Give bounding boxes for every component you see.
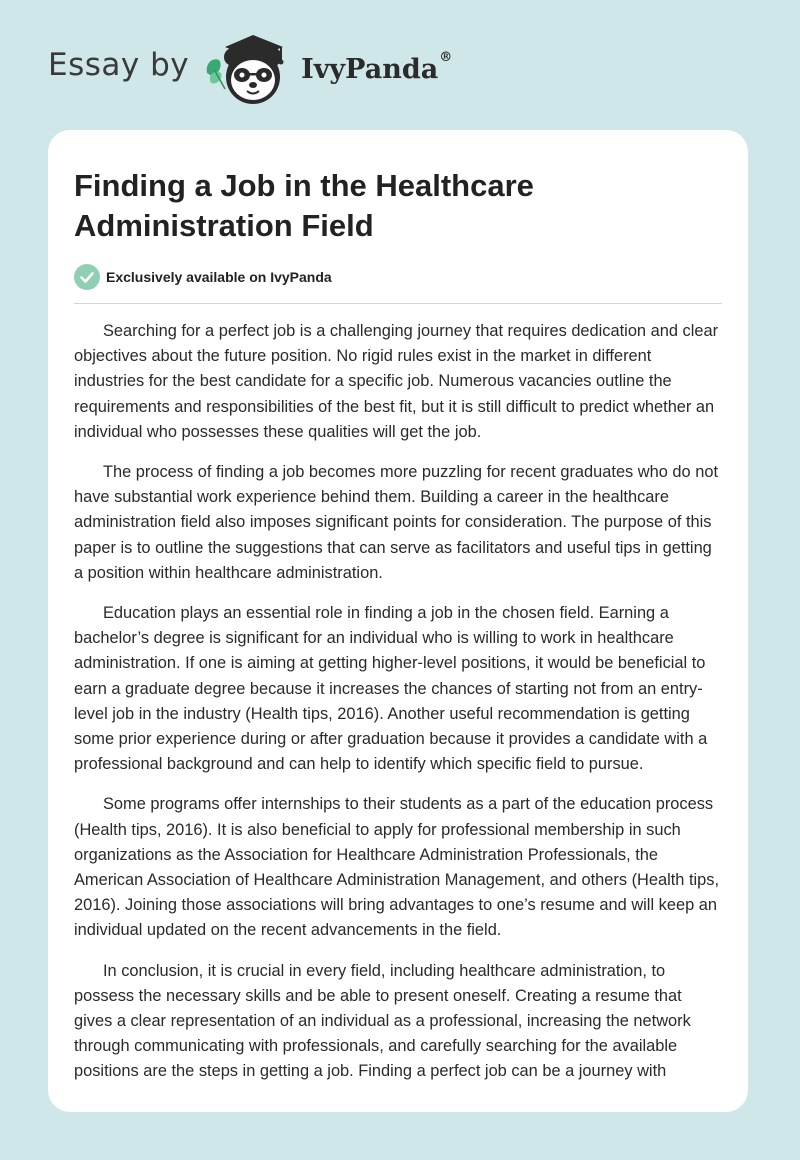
paragraph: Education plays an essential role in finding a job in the chosen field. Earning a bachelor’s degree is significant for an individual who is willing to work in healthcare administration. If one is aiming at getting higher-level positions, it would be beneficial to earn a graduate degree because it increases the chances of starting not from an entry-level job in the industry (Health tips, 2016). Another useful recommendation is getting some prior experience during or after graduation because it provides a candidate with a professional background and can help to identify which specific field to pursue. [74, 604, 708, 774]
brand-name[interactable] [301, 49, 453, 85]
paragraph: Searching for a perfect job is a challenging journey that requires dedication and clear objectives about the future position. No rigid rules exist in the market in different industries for the best candidate for a specific job. Numerous vacancies outline the requirements and responsibilities of the best fit, but it is still difficult to predict whether an individual who possesses these qualities will get the job. [74, 322, 719, 441]
paragraph: The process of finding a job becomes more puzzling for recent graduates who do not have substantial work experience behind them. Building a career in the healthcare administration field also imposes significant points for consideration. The purpose of this paper is to outline the suggestions that can serve as facilitators and useful tips in getting a position within healthcare administration. [74, 463, 719, 582]
registered-mark: ® [439, 49, 453, 65]
page-title: Finding a Job in the Healthcare Administration Field [74, 168, 534, 243]
brand-name-text: IvyPanda [301, 53, 439, 85]
paragraph: Some programs offer internships to their students as a part of the education process (Health tips, 2016). It is also beneficial to apply for professional membership in such organizations as the Association for Healthcare Administration Professionals, the American Association of Healthcare Administration Management, and others (Health tips, 2016). Joining those associations will bring advantages to one’s resume and will keep an individual updated on the recent advancements in the field. [74, 795, 720, 940]
brand-prefix: Essay by [48, 47, 190, 83]
divider [74, 303, 722, 304]
panda-logo-icon[interactable] [203, 27, 299, 109]
paragraph: In conclusion, it is crucial in every field, including healthcare administration, to possess the necessary skills and be able to present oneself. Creating a resume that gives a clear representation of an individual as a professional, increasing the network through communicating with professionals, and carefully searching for the available positions are the steps in getting a job. Finding a perfect job can be a journey with [74, 961, 691, 1081]
essay-body [74, 319, 724, 1100]
check-circle-icon [74, 264, 100, 290]
badge-text: Exclusively available on IvyPanda [106, 269, 332, 285]
exclusive-badge [74, 264, 332, 290]
site-header [48, 28, 452, 108]
essay-card [48, 130, 748, 1112]
